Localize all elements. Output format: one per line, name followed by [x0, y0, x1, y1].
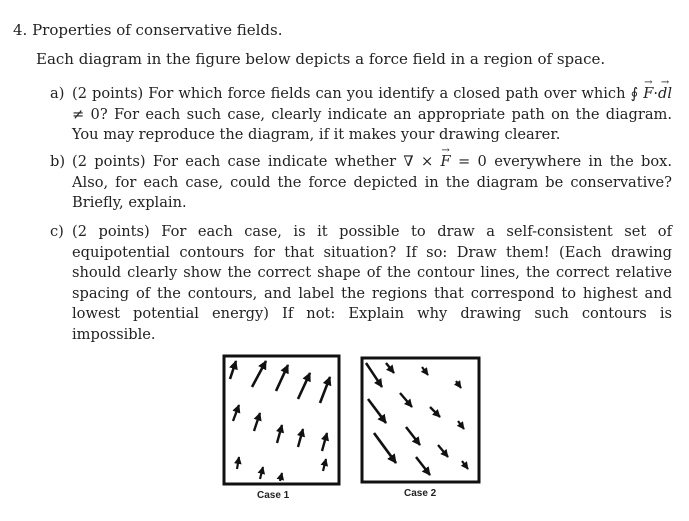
force-vector-f: → F — [643, 84, 653, 105]
part-a — [50, 84, 672, 146]
field-arrow — [462, 461, 468, 469]
field-arrow — [386, 363, 394, 373]
field-arrow — [456, 381, 461, 388]
field-arrow — [230, 361, 236, 379]
field-arrow — [320, 377, 330, 403]
part-b-text-2: everywhere in the box. Also, for each case, could the force depicted in the diagram be conservative? Briefly, explain. — [72, 153, 673, 212]
field-arrow — [322, 433, 327, 451]
field-arrow — [416, 457, 430, 475]
field-arrow — [368, 399, 386, 423]
field-arrow — [430, 407, 440, 417]
field-arrow — [260, 467, 263, 479]
case2-diagram — [360, 351, 482, 485]
case1-diagram — [222, 351, 342, 487]
problem-title: 4. Properties of conservative fields. — [13, 21, 283, 39]
field-arrow — [438, 445, 448, 457]
not-equal-symbol: ≠ — [72, 105, 85, 123]
field-arrow — [406, 427, 420, 445]
field-arrow — [277, 425, 282, 443]
part-a-text-1: (2 points) For which force fields can you identify a closed path over which — [72, 85, 626, 102]
field-arrow — [276, 365, 288, 391]
part-b-text-1: (2 points) For each case indicate whether — [72, 153, 397, 170]
part-a-text-2: 0? For each such case, clearly indicate an appropriate path on the diagram. You may reproduce the diagram, if it makes your drawing clearer. — [72, 105, 672, 144]
field-arrow — [422, 367, 428, 375]
field-arrow — [252, 361, 266, 387]
closed-integral-symbol: ∮ — [630, 85, 639, 102]
field-arrow — [366, 363, 382, 387]
field-arrow — [280, 473, 282, 481]
part-a-body — [72, 84, 672, 146]
field-arrow — [298, 429, 303, 447]
part-c-label: c) — [50, 223, 64, 240]
field-arrow — [233, 405, 239, 421]
part-b — [50, 152, 672, 214]
dot-operator: · — [653, 85, 658, 102]
case1-caption: Case 1 — [257, 490, 290, 501]
part-c — [50, 222, 672, 346]
field-arrow — [323, 459, 326, 471]
force-vector-f: → F — [441, 152, 451, 173]
curl-operator: ∇ × — [403, 153, 434, 170]
field-arrow — [298, 373, 310, 399]
field-arrow — [374, 433, 396, 463]
part-b-label: b) — [50, 153, 66, 170]
part-a-label: a) — [50, 85, 65, 102]
part-b-body — [72, 152, 672, 214]
field-arrow — [254, 413, 260, 431]
displacement-vector-dl: → dl — [658, 84, 672, 105]
field-arrow — [400, 393, 412, 407]
case2-caption: Case 2 — [404, 488, 437, 499]
case1-box — [224, 356, 339, 484]
part-c-body: (2 points) For each case, is it possible to draw a self-consistent set of equipotential contours for that situation? If so: Draw them! (Each drawing should clearly show the correct shape of the contour lines, the correct relative spacing of the contours, and label the regions that correspond to highest and lowest potential energy) If not: Explain why drawing such contours is impossible. — [72, 223, 672, 343]
field-arrow — [237, 457, 239, 469]
problem-intro: Each diagram in the figure below depicts a force field in a region of space. — [36, 50, 606, 68]
field-arrow — [458, 421, 464, 429]
equals-zero: = 0 — [458, 153, 487, 170]
